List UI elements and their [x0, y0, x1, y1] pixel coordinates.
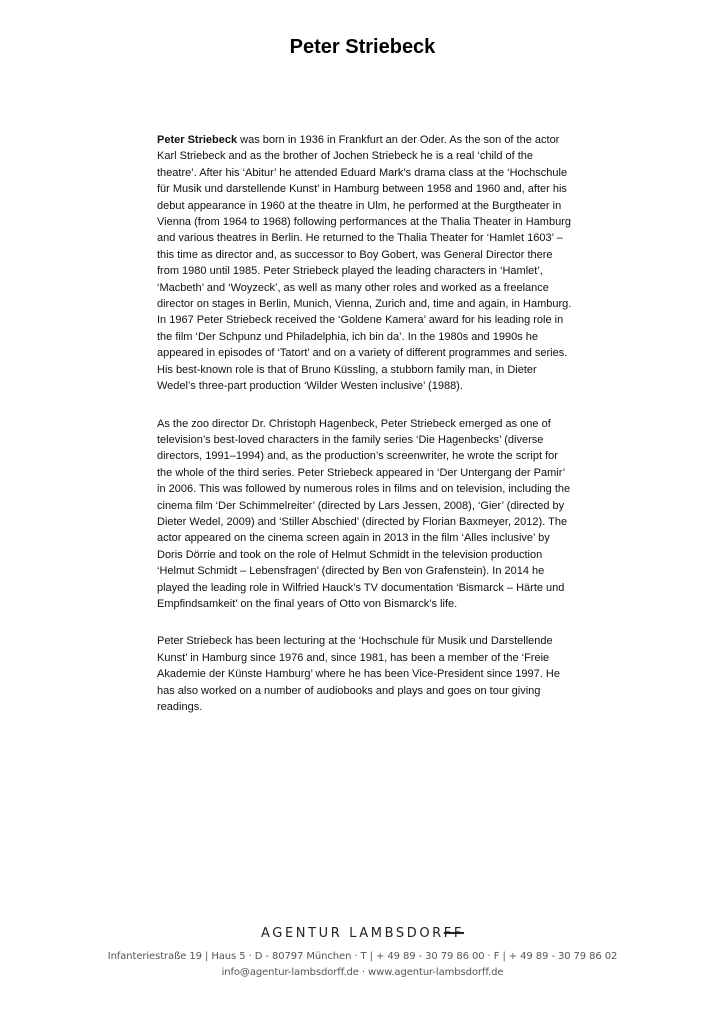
bio-paragraph-1	[157, 132, 575, 395]
agency-logo	[0, 924, 725, 944]
bio-lead-name: Peter Striebeck	[157, 134, 238, 146]
footer	[0, 922, 725, 981]
biography-body	[157, 132, 575, 736]
bio-paragraph-1-text: was born in 1936 in Frankfurt an der Oder. As the son of the actor Karl Striebeck and as the brother of Jochen Striebeck he is a real ‘child of the theatre’. After his ‘Abitur’ he attended Eduard Mark’s drama class at the ‘Hochschule für Musik und darstellende Kunst’ in Hamburg between 1958 and 1960 and, after his debut appearance in 1960 at the theatre in Ulm, he performed at the Burgtheater in Vienna (from 1964 to 1968) following performances at the Thalia Theater in Hamburg and various theatres in Berlin. He returned to the Thalia Theater for ‘Hamlet 1603’ – this time as director and, as successor to Boy Gobert, was General Director there from 1980 until 1985. Peter Striebeck played the leading characters in ‘Hamlet’, ‘Macbeth’ and ‘Woyzeck’, as well as many other roles and worked as a freelance director on stages in Berlin, Munich, Vienna, Zurich and, time and again, in Hamburg. In 1967 Peter Striebeck received the ‘Goldene Kamera’ award for his leading role in the film ‘Der Schpunz und Philadelphia, ich bin da’. In the 1980s and 1990s he appeared in episodes of ‘Tatort’ and on a variety of different programmes and series. His best-known role is that of Bruno Küssling, a stubborn family man, in Dieter Wedel’s three-part production ‘Wilder Westen inclusive’ (1988).	[157, 134, 572, 393]
footer-contact: info@agentur-lambsdorff.de · www.agentur-lambsdorff.de	[221, 967, 504, 978]
agency-logo-text: AGENTUR LAMBSDOR	[261, 926, 444, 941]
bio-paragraph-3: Peter Striebeck has been lecturing at the ‘Hochschule für Musik und Darstellende Kunst’ in Hamburg since 1976 and, since 1981, has been a member of the ‘Freie Akademie der Künste Hamburg’ where he has been Vice-President since 1997. He has also worked on a number of audiobooks and plays and goes on tour giving readings.	[157, 635, 560, 713]
bio-paragraph-2: As the zoo director Dr. Christoph Hagenbeck, Peter Striebeck emerged as one of television’s best-loved characters in the family series ‘Die Hagenbecks’ (diverse directors, 1991–1994) and, as the production’s screenwriter, he wrote the script for the whole of the third series. Peter Striebeck appeared in ‘Der Untergang der Pamir’ in 2006. This was followed by numerous roles in films and on television, including the cinema film ‘Der Schimmelreiter’ (directed by Lars Jessen, 2008), ‘Gier’ (directed by Dieter Wedel, 2009) and ‘Stiller Abschied’ (directed by Florian Baxmeyer, 2012). The actor appeared on the cinema screen again in 2013 in the film ‘Alles inclusive’ by Doris Dörrie and took on the role of Helmut Schmidt in the television production ‘Helmut Schmidt – Lebensfragen’ (directed by Ben von Grafenstein). In 2014 he played the leading role in Wilfried Hauck’s TV documentation ‘Bismarck – Härte und Empfindsamkeit’ on the final years of Otto von Bismarck’s life.	[157, 417, 571, 610]
footer-address: Infanteriestraße 19 | Haus 5 · D - 80797 München · T | + 49 89 - 30 79 86 00 · F | + 49 89 - 30 79 86 02	[107, 951, 618, 962]
agency-logo-struck-letters: FF	[443, 926, 464, 941]
page-title: Peter Striebeck	[289, 36, 436, 58]
